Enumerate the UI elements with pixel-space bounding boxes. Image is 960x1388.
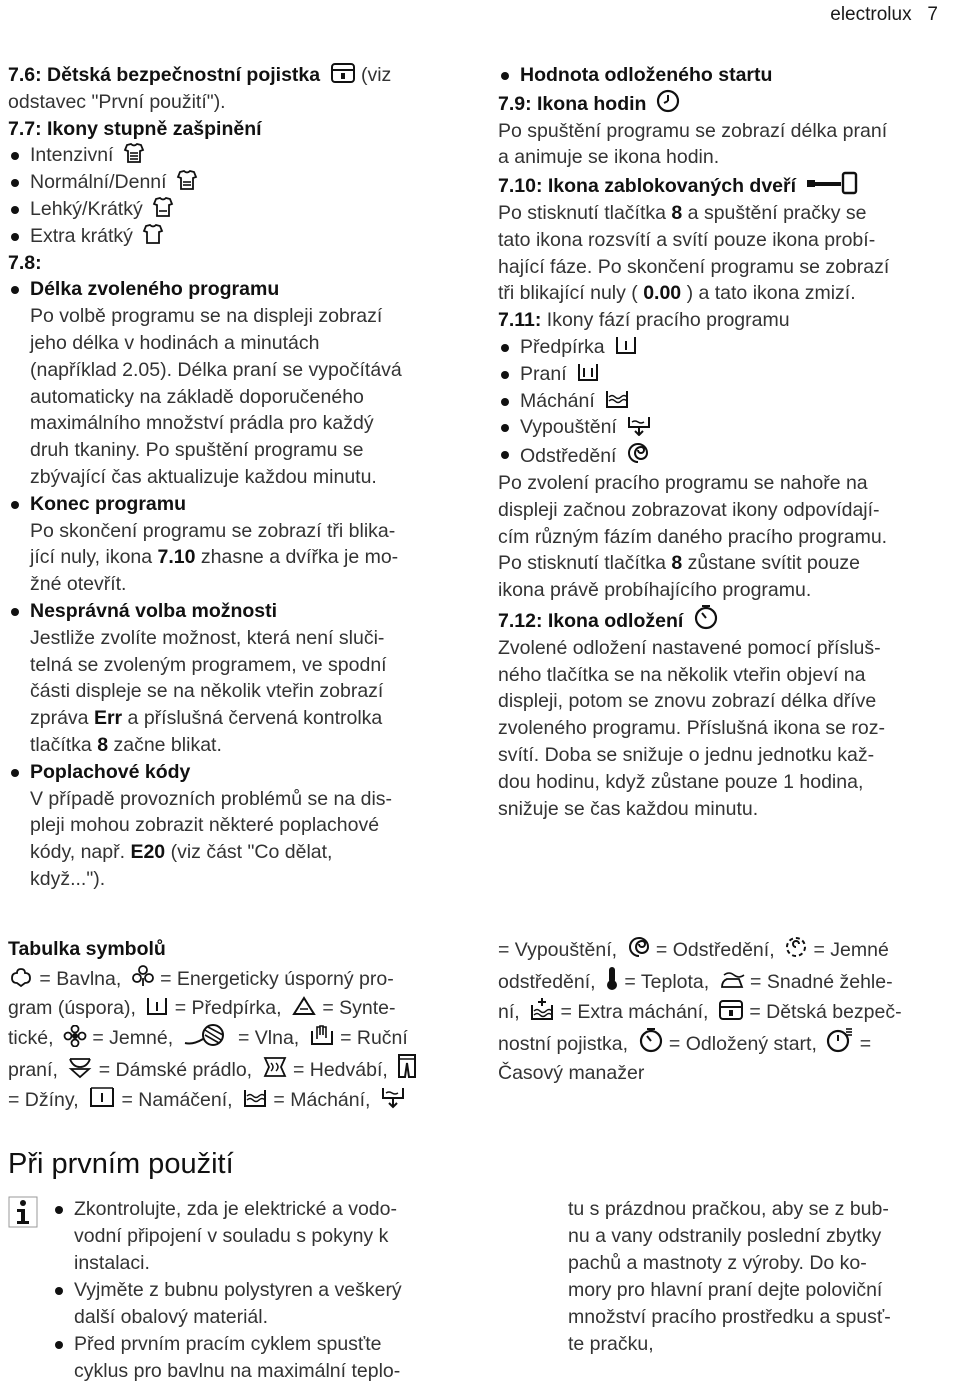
symbols-table-left: Tabulka symbolů = Bavlna, = Energeticky úsporný pro- gram (úsporа), = Předpírka, = Synte- tické, = Jemné, = Vlna, = Ruční praní, = Dámské prádlo, = Hedvábí, = Džíny, = Namáčení, = Máchání,	[8, 935, 478, 1115]
soil-item-normal: Normální/Denní	[8, 169, 476, 196]
shirt-heavy-soil-icon	[123, 142, 145, 164]
soak-icon	[88, 1085, 116, 1109]
silk-icon	[262, 1055, 288, 1079]
section-7-10-heading: 7.10: Ikona zablokovaných dveří	[498, 175, 797, 198]
left-column	[8, 62, 476, 893]
first-use-bullet-1: Zkontrolujte, zda je elektrické a vodo- vodní připojení v souladu s pokyny k instalaci.	[52, 1196, 482, 1277]
extra-rinse-icon	[529, 997, 555, 1021]
jeans-icon	[397, 1053, 417, 1079]
phase-item-drain: Vypouštění	[498, 414, 958, 441]
delay-value-title: Hodnota odloženého startu	[498, 62, 958, 89]
alarm-codes-text: V případě provozních problémů se na dis- pleji mohou zobrazit některé poplachové kódy, např. E20 (viz část "Co dělat, když...").	[30, 787, 393, 890]
first-use-bullet-2: Vyjměte z bubnu polystyren a veškerý další obalový materiál.	[52, 1277, 482, 1331]
shirt-light-soil-icon	[152, 196, 174, 218]
prewash-icon	[614, 334, 638, 356]
brand-name: electrolux	[830, 4, 912, 25]
soil-item-light: Lehký/Krátký	[8, 196, 476, 223]
section-7-9-line1: Po spuštění programu se zobrazí délka praní	[498, 119, 888, 142]
gentle-spin-icon	[784, 935, 808, 959]
first-use-bullets	[52, 1196, 482, 1385]
temperature-icon	[605, 965, 619, 991]
page-number: 7	[927, 4, 938, 25]
delicates-icon	[63, 1025, 87, 1047]
duration-text: Po volbě programu se na displeji zobrazí jeho délka v hodinách a minutách (například 2.05). Délka praní se vypočítává automaticky na základě doporučeného maximálního množství prádla pro každý druh tkaniny. Po spuštění programu se zbývající čas aktualizuje každou minutu.	[30, 305, 402, 488]
phase-item-prewash: Předpírka	[498, 334, 958, 361]
info-icon	[8, 1196, 38, 1228]
child-lock-symbol-icon	[718, 999, 744, 1021]
delay-start-icon	[693, 604, 719, 630]
soil-item-extra-short: Extra krátký	[8, 223, 476, 250]
lingerie-icon	[67, 1055, 93, 1079]
wrong-option-title: Nesprávná volba možnosti	[8, 598, 476, 625]
section-7-12-heading: 7.12: Ikona odložení	[498, 609, 684, 632]
time-manager-icon	[826, 1027, 854, 1053]
hand-wash-icon	[309, 1023, 335, 1047]
program-end-title: Konec programu	[8, 491, 476, 518]
shirt-extra-short-icon	[142, 223, 164, 245]
first-use-continued: tu s prázdnou pračkou, aby se z bub- nu a vany odstranily poslední zbytky pachů a mastnoty z výroby. Do ko- mory pro hlavní praní dejte poloviční množství pracího prostředku a spusť- te pračku,	[568, 1198, 891, 1355]
eco-icon	[131, 964, 155, 988]
soil-item-intensive: Intenzivní	[8, 142, 476, 169]
clock-icon	[656, 89, 680, 113]
section-7-9-heading: 7.9: Ikona hodin	[498, 92, 647, 115]
first-use-title: Při prvním použití	[8, 1148, 234, 1180]
easy-iron-icon	[719, 969, 745, 991]
spin-icon	[626, 441, 650, 465]
symbols-table-right: = Vypouštění, = Odstředění, = Jemné odstředění, = Teplota, = Snadné žehle- ní, = Extra máchání, = Dětská bezpeč- nostní pojistka, = Odložený start, = Časový manažer	[498, 935, 958, 1088]
rinse-icon	[604, 388, 630, 410]
section-7-9-line2: a animuje se ikona hodin.	[498, 146, 720, 169]
duration-title: Délka zvoleného programu	[8, 276, 476, 303]
cotton-icon	[8, 966, 34, 988]
delay-start-symbol-icon	[638, 1027, 664, 1053]
synthetics-icon	[291, 995, 317, 1017]
rinse-symbol-icon	[242, 1087, 268, 1109]
section-7-6-heading: 7.6: Dětská bezpečnostní pojistka	[8, 64, 321, 86]
prewash-symbol-icon	[145, 995, 169, 1017]
door-lock-icon	[805, 171, 859, 195]
section-7-7-heading: 7.7: Ikony stupně zašpinění	[8, 117, 262, 140]
section-7-8-heading: 7.8:	[8, 251, 42, 274]
page-header	[830, 4, 938, 26]
phase-item-wash: Praní	[498, 361, 958, 388]
shirt-normal-soil-icon	[176, 169, 198, 191]
phase-item-spin: Odstředění	[498, 441, 958, 470]
program-end-text: Po skončení programu se zobrazí tři blika- jící nuly, ikona 7.10 zhasne a dvířka je mo- žné otevřít.	[30, 519, 399, 596]
section-7-6-line2: odstavec "První použití").	[8, 90, 226, 113]
right-column: Hodnota odloženého startu 7.9: Ikona hodin Po spuštění programu se zobrazí délka praní a animuje se ikona hodin. 7.10: Ikona zablokovaných dveří Po stisknutí tlačítka 8 a spuštění pračky se tato ikona rozsvítí a svítí pouze ikona probí- hající fáze. Po skončení programu se zobrazí tři blikající nuly ( 0.00 ) a tato ikona zmizí. 7.11: Ikony fází pracího programu Předpírka Praní Máchání Vypouštění Odstředění Po zvolení pracího programu se nahoře na displeji začnou zobrazovat ikony odpovídají- cím různým fázím daného pracího programu. Po stisknutí tlačítka 8 zůstane svítit pouze ikona právě probíhajícího programu. 7.12: Ikona odložení Zvolené odložení nastavené pomocí přísluš- ného tlačítka se na několik vteřin objeví na displeji, potom se znovu zobrazí délka dříve zvoleného programu. Příslušná ikona se roz- svítí. Doba se snižuje o jednu jednotku kaž- dou hodinu, když zůstane pouze 1 hodina, snižuje se čas každou minutu.	[498, 62, 958, 822]
spin-symbol-icon	[627, 935, 651, 959]
symbols-title: Tabulka symbolů	[8, 938, 166, 960]
drain-symbol-icon	[380, 1085, 406, 1109]
section-7-6-tail: (viz	[360, 64, 392, 86]
wash-icon	[576, 361, 600, 383]
child-lock-icon	[330, 62, 356, 84]
wool-icon	[183, 1023, 233, 1047]
first-use-bullet-3: Před prvním pracím cyklem spusťte cyklus pro bavlnu na maximální teplo-	[52, 1331, 482, 1385]
drain-icon	[626, 414, 652, 436]
alarm-codes-title: Poplachové kódy	[8, 759, 476, 786]
phase-item-rinse: Máchání	[498, 388, 958, 415]
wrong-option-text: Jestliže zvolíte možnost, která není sluči- telná se zvoleným programem, ve spodní části displeje se na několik vteřin zobrazí zpráva Err a příslušná červená kontrolka tlačítka 8 začne blikat.	[30, 626, 387, 756]
section-7-11-heading: 7.11:	[498, 309, 542, 332]
